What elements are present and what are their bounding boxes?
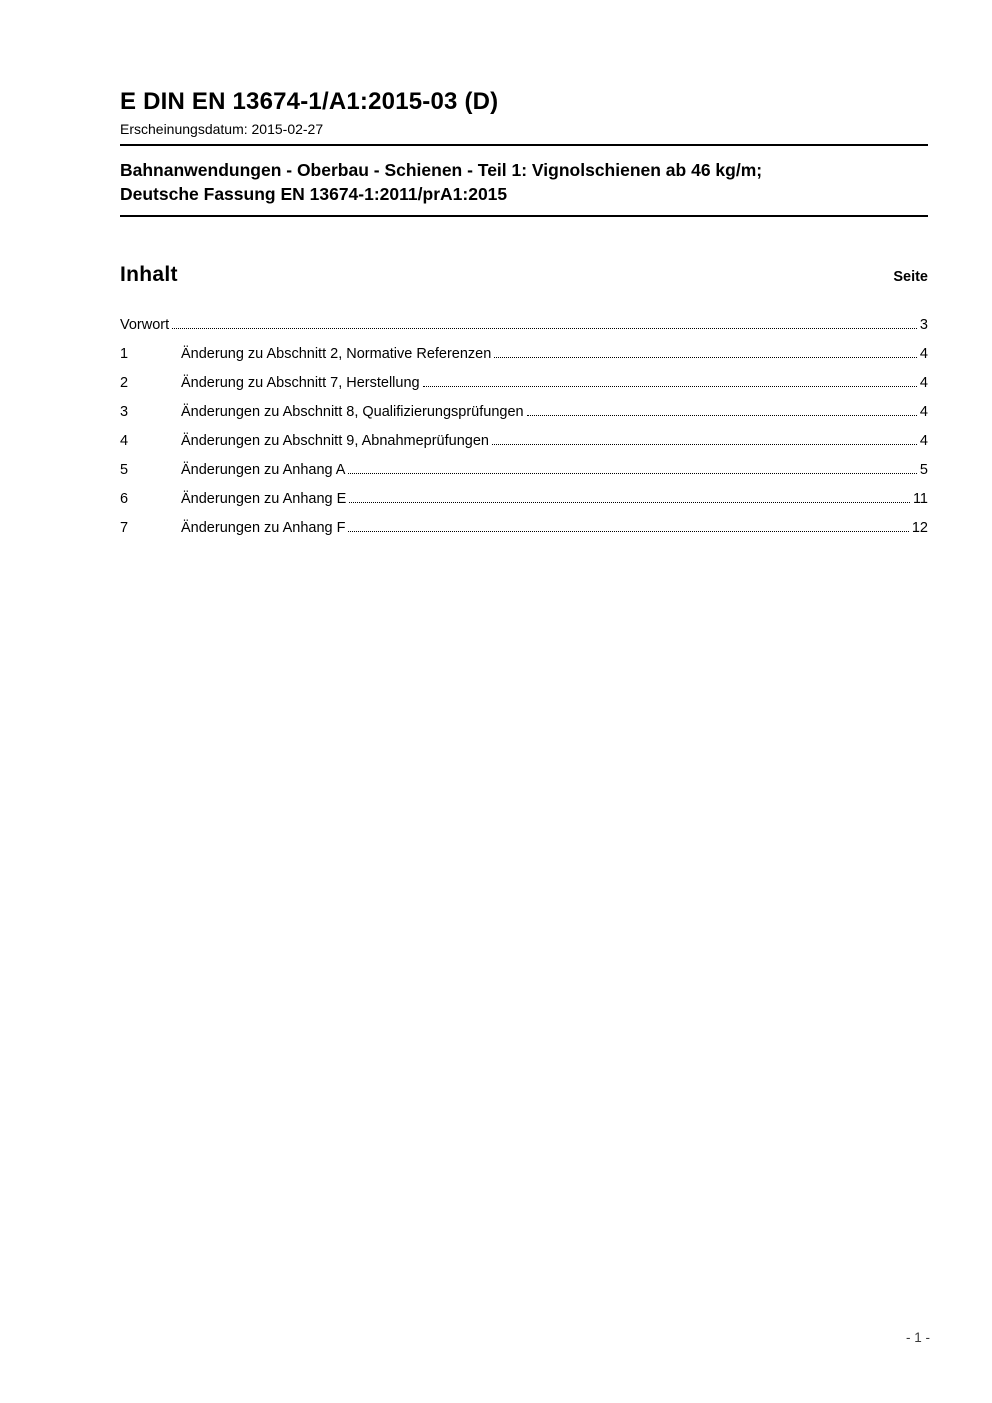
toc-row bbox=[120, 317, 928, 333]
toc-item-number: 6 bbox=[120, 490, 129, 507]
toc-leader-dots bbox=[494, 357, 917, 358]
toc-leader-dots bbox=[423, 386, 917, 387]
document-subtitle bbox=[120, 158, 928, 206]
toc-item-page[interactable]: 11 bbox=[912, 490, 928, 507]
toc-item-page[interactable]: 4 bbox=[919, 403, 928, 420]
toc-row bbox=[120, 433, 928, 449]
toc-list bbox=[120, 317, 928, 536]
toc-item-page[interactable]: 4 bbox=[919, 432, 928, 449]
toc-row bbox=[120, 346, 928, 362]
toc-item-page[interactable]: 4 bbox=[919, 345, 928, 362]
toc-row bbox=[120, 491, 928, 507]
toc-item-number: 1 bbox=[120, 345, 129, 362]
toc-item-number: 3 bbox=[120, 403, 129, 420]
toc-item-label[interactable]: Änderung zu Abschnitt 2, Normative Referenzen bbox=[181, 345, 492, 362]
toc-item-number: 5 bbox=[120, 461, 129, 478]
toc-heading: Inhalt bbox=[120, 262, 178, 286]
toc-header bbox=[120, 263, 928, 287]
toc-item-label[interactable]: Änderungen zu Anhang F bbox=[181, 519, 346, 536]
toc-page-column-label: Seite bbox=[893, 268, 928, 285]
horizontal-rule-top bbox=[120, 144, 928, 146]
document-title: E DIN EN 13674-1/A1:2015-03 (D) bbox=[120, 88, 499, 115]
subtitle-line-1: Bahnanwendungen - Oberbau - Schienen - Teil 1: Vignolschienen ab 46 kg/m; bbox=[120, 159, 763, 180]
toc-item-label[interactable]: Änderungen zu Anhang E bbox=[181, 490, 347, 507]
toc-item-label[interactable]: Vorwort bbox=[120, 316, 170, 333]
toc-leader-dots bbox=[172, 328, 917, 329]
toc-item-label[interactable]: Änderungen zu Abschnitt 8, Qualifizierungsprüfungen bbox=[181, 403, 524, 420]
horizontal-rule-subtitle bbox=[120, 215, 928, 217]
toc-row bbox=[120, 404, 928, 420]
toc-item-page[interactable]: 5 bbox=[919, 461, 928, 478]
toc-item-page[interactable]: 12 bbox=[911, 519, 928, 536]
subtitle-line-2: Deutsche Fassung EN 13674-1:2011/prA1:2015 bbox=[120, 183, 508, 204]
toc-item-page[interactable]: 3 bbox=[919, 316, 928, 333]
toc-leader-dots bbox=[348, 473, 916, 474]
toc-row bbox=[120, 462, 928, 478]
toc-leader-dots bbox=[527, 415, 917, 416]
publication-date: Erscheinungsdatum: 2015-02-27 bbox=[120, 120, 324, 137]
toc-item-number: 4 bbox=[120, 432, 129, 449]
toc-item-label[interactable]: Änderungen zu Abschnitt 9, Abnahmeprüfungen bbox=[181, 432, 489, 449]
toc-leader-dots bbox=[492, 444, 917, 445]
toc-row bbox=[120, 520, 928, 536]
toc-row bbox=[120, 375, 928, 391]
toc-item-number: 7 bbox=[120, 519, 129, 536]
toc-leader-dots bbox=[349, 502, 910, 503]
page-number: - 1 - bbox=[905, 1330, 930, 1345]
toc-item-label[interactable]: Änderung zu Abschnitt 7, Herstellung bbox=[181, 374, 420, 391]
toc-item-number: 2 bbox=[120, 374, 129, 391]
toc-leader-dots bbox=[348, 531, 908, 532]
toc-item-page[interactable]: 4 bbox=[919, 374, 928, 391]
toc-item-label[interactable]: Änderungen zu Anhang A bbox=[181, 461, 346, 478]
